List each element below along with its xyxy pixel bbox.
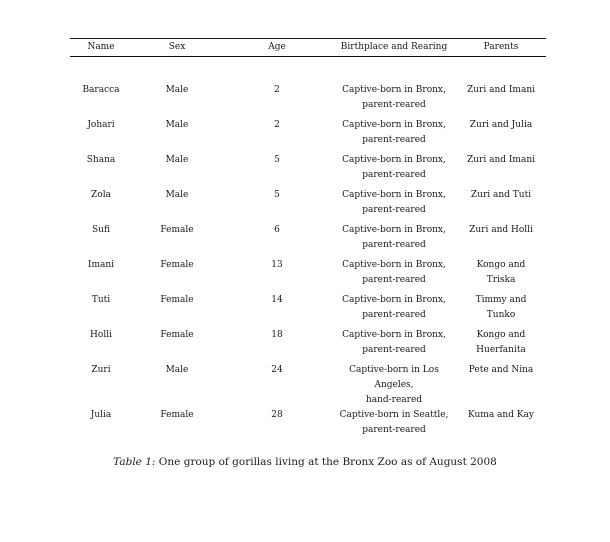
birthplace-line-2: parent-reared <box>362 275 426 285</box>
table-row <box>70 293 546 328</box>
cell-birthplace <box>332 293 456 328</box>
caption-text: One group of gorillas living at the Bronx Zoo as of August 2008 <box>155 456 497 468</box>
birthplace-line-1: Captive-born in Bronx, <box>342 330 446 340</box>
cell-sex: Female <box>160 295 194 305</box>
cell-parents <box>456 328 546 363</box>
cell-sex: Male <box>165 365 189 375</box>
header-birthplace: Birthplace and Rearing <box>332 39 456 57</box>
cell-sex: Female <box>160 260 194 270</box>
parents-line-1: Zuri and Imani <box>466 85 535 95</box>
cell-birthplace <box>332 118 456 153</box>
cell-birthplace <box>332 153 456 188</box>
cell-birthplace <box>332 57 456 119</box>
parents-line-1: Timmy and <box>475 295 527 305</box>
table-row <box>70 223 546 258</box>
cell-age: 5 <box>274 155 280 165</box>
birthplace-line-1: Captive-born in Seattle, <box>339 410 449 420</box>
cell-age: 13 <box>271 260 283 270</box>
cell-name: Baracca <box>82 85 120 95</box>
parents-line-1: Zuri and Imani <box>466 155 535 165</box>
header-sex: Sex <box>132 39 222 57</box>
birthplace-line-1: Captive-born in Bronx, <box>342 295 446 305</box>
cell-name: Zuri <box>91 365 111 375</box>
parents-line-2: Huerfanita <box>476 345 526 355</box>
parents-line-2: Tunko <box>486 310 516 320</box>
table-row <box>70 408 546 443</box>
cell-parents <box>456 57 546 119</box>
cell-parents <box>456 188 546 223</box>
birthplace-line-2: parent-reared <box>362 100 426 110</box>
cell-birthplace <box>332 363 456 408</box>
cell-name: Imani <box>87 260 115 270</box>
table-row <box>70 118 546 153</box>
cell-age: 2 <box>274 85 280 95</box>
parents-line-1: Pete and Nina <box>468 365 534 375</box>
birthplace-line-2: parent-reared <box>362 170 426 180</box>
cell-sex: Male <box>165 85 189 95</box>
cell-parents <box>456 258 546 293</box>
birthplace-line-1: Captive-born in Los Angeles, <box>349 365 439 390</box>
cell-name: Holli <box>90 330 112 340</box>
cell-sex: Male <box>165 155 189 165</box>
parents-line-1: Kongo and <box>476 260 526 270</box>
header-parents: Parents <box>456 39 546 57</box>
table-body <box>70 57 546 444</box>
birthplace-line-1: Captive-born in Bronx, <box>342 155 446 165</box>
cell-name: Julia <box>90 410 112 420</box>
header-age: Age <box>222 39 332 57</box>
birthplace-line-1: Captive-born in Bronx, <box>342 85 446 95</box>
birthplace-line-1: Captive-born in Bronx, <box>342 120 446 130</box>
cell-sex: Female <box>160 225 194 235</box>
cell-parents <box>456 293 546 328</box>
cell-age: 5 <box>274 190 280 200</box>
cell-birthplace <box>332 328 456 363</box>
birthplace-line-2: parent-reared <box>362 310 426 320</box>
birthplace-line-2: parent-reared <box>362 425 426 435</box>
table-row <box>70 363 546 408</box>
parents-line-1: Kongo and <box>476 330 526 340</box>
cell-parents <box>456 408 546 443</box>
caption-label: Table 1: <box>113 456 156 468</box>
cell-sex: Female <box>160 330 194 340</box>
birthplace-line-2: hand-reared <box>365 395 423 405</box>
birthplace-line-2: parent-reared <box>362 135 426 145</box>
parents-line-1: Kuma and Kay <box>467 410 535 420</box>
cell-age: 24 <box>271 365 283 375</box>
cell-sex: Male <box>165 190 189 200</box>
cell-age: 6 <box>274 225 280 235</box>
cell-parents <box>456 223 546 258</box>
table-header-row <box>70 39 546 57</box>
table-row <box>70 153 546 188</box>
cell-birthplace <box>332 258 456 293</box>
cell-age: 2 <box>274 120 280 130</box>
birthplace-line-1: Captive-born in Bronx, <box>342 225 446 235</box>
birthplace-line-1: Captive-born in Bronx, <box>342 190 446 200</box>
cell-sex: Female <box>160 410 194 420</box>
cell-name: Zola <box>91 190 111 200</box>
parents-line-1: Zuri and Tuti <box>470 190 532 200</box>
cell-age: 28 <box>271 410 283 420</box>
cell-name: Sufi <box>92 225 110 235</box>
birthplace-line-2: parent-reared <box>362 240 426 250</box>
parents-line-2: Triska <box>486 275 516 285</box>
table-row <box>70 188 546 223</box>
cell-birthplace <box>332 223 456 258</box>
cell-parents <box>456 363 546 408</box>
birthplace-line-2: parent-reared <box>362 345 426 355</box>
cell-name: Tuti <box>91 295 111 305</box>
birthplace-line-2: parent-reared <box>362 205 426 215</box>
table-row <box>70 328 546 363</box>
cell-name: Johari <box>87 120 115 130</box>
cell-age: 14 <box>271 295 283 305</box>
parents-line-1: Zuri and Julia <box>469 120 533 130</box>
table-row <box>70 57 546 119</box>
parents-line-1: Zuri and Holli <box>469 225 533 235</box>
cell-name: Shana <box>86 155 116 165</box>
cell-birthplace <box>332 408 456 443</box>
gorilla-table <box>70 38 546 443</box>
cell-sex: Male <box>165 120 189 130</box>
cell-parents <box>456 153 546 188</box>
cell-age: 18 <box>271 330 283 340</box>
cell-parents <box>456 118 546 153</box>
table-row <box>70 258 546 293</box>
table-caption <box>0 456 610 468</box>
header-name: Name <box>70 39 132 57</box>
cell-birthplace <box>332 188 456 223</box>
birthplace-line-1: Captive-born in Bronx, <box>342 260 446 270</box>
